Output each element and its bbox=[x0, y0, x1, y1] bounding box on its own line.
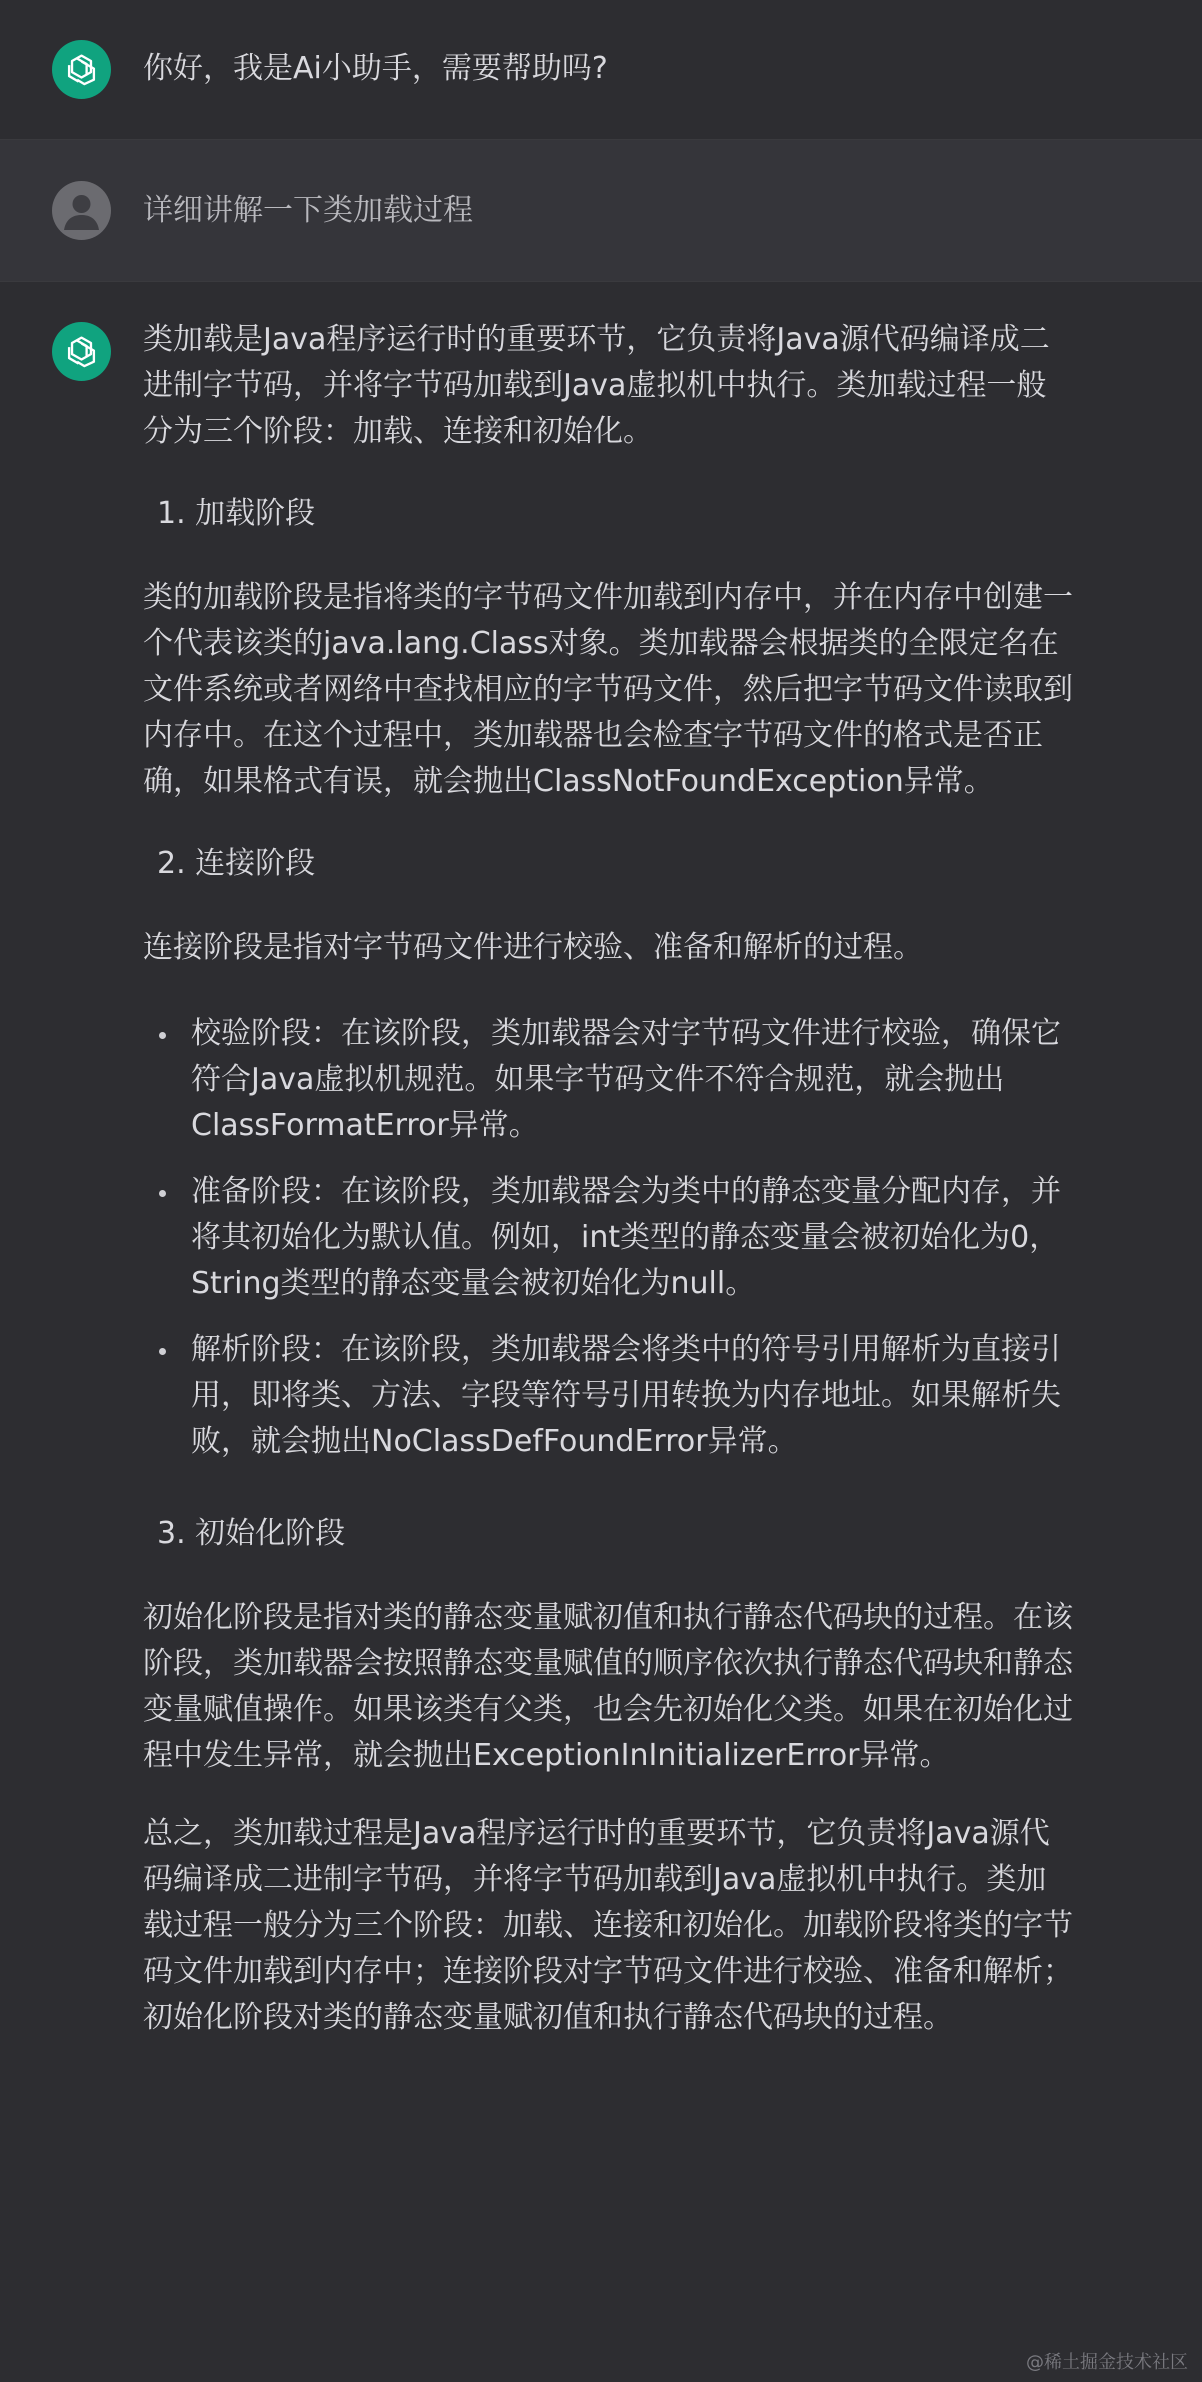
watermark: @稀土掘金技术社区 bbox=[1026, 2352, 1188, 2373]
section-heading-loading: 1. 加载阶段 bbox=[157, 496, 316, 531]
section-body-linking: 连接阶段是指对字节码文件进行校验、准备和解析的过程。 bbox=[143, 930, 923, 965]
openai-logo-icon bbox=[64, 52, 99, 87]
bullet-icon bbox=[159, 1190, 166, 1197]
assistant-answer-message bbox=[0, 282, 1202, 2382]
list-item-text: 校验阶段：在该阶段，类加载器会对字节码文件进行校验，确保它符合Java虚拟机规范。如果字节码文件不符合规范，就会抛出ClassFormatError异常。 bbox=[191, 1016, 1061, 1143]
user-avatar bbox=[52, 181, 111, 240]
section-body-loading: 类的加载阶段是指将类的字节码文件加载到内存中，并在内存中创建一个代表该类的java.lang.Class对象。类加载器会根据类的全限定名在文件系统或者网络中查找相应的字节码文件，然后把字节码文件读取到内存中。在这个过程中，类加载器也会检查字节码文件的格式是否正确，如果格式有误，就会抛出ClassNotFoundException异常。 bbox=[143, 580, 1073, 799]
section-heading-initialization: 3. 初始化阶段 bbox=[157, 1516, 346, 1551]
user-message bbox=[0, 140, 1202, 282]
bullet-icon bbox=[159, 1348, 166, 1355]
list-item bbox=[191, 1169, 1073, 1307]
answer-intro: 类加载是Java程序运行时的重要环节，它负责将Java源代码编译成二进制字节码，并将字节码加载到Java虚拟机中执行。类加载过程一般分为三个阶段：加载、连接和初始化。 bbox=[143, 322, 1050, 449]
section-heading-linking: 2. 连接阶段 bbox=[157, 846, 316, 881]
assistant-avatar bbox=[52, 322, 111, 381]
user-silhouette-icon bbox=[52, 181, 111, 240]
linking-steps-list bbox=[143, 1011, 1073, 1465]
user-prompt-text: 详细讲解一下类加载过程 bbox=[143, 193, 473, 228]
answer-summary: 总之，类加载过程是Java程序运行时的重要环节，它负责将Java源代码编译成二进制字节码，并将字节码加载到Java虚拟机中执行。类加载过程一般分为三个阶段：加载、连接和初始化。加载阶段将类的字节码文件加载到内存中；连接阶段对字节码文件进行校验、准备和解析；初始化阶段对类的静态变量赋初值和执行静态代码块的过程。 bbox=[143, 1816, 1073, 2035]
openai-logo-icon bbox=[64, 334, 99, 369]
section-body-initialization: 初始化阶段是指对类的静态变量赋初值和执行静态代码块的过程。在该阶段，类加载器会按照静态变量赋值的顺序依次执行静态代码块和静态变量赋值操作。如果该类有父类，也会先初始化父类。如果在初始化过程中发生异常，就会抛出ExceptionInInitializerError异常。 bbox=[143, 1600, 1073, 1773]
assistant-avatar bbox=[52, 40, 111, 99]
assistant-greeting-message bbox=[0, 0, 1202, 140]
list-item bbox=[191, 1327, 1073, 1465]
list-item-text: 解析阶段：在该阶段，类加载器会将类中的符号引用解析为直接引用，即将类、方法、字段等符号引用转换为内存地址。如果解析失败，就会抛出NoClassDefFoundError异常。 bbox=[191, 1332, 1061, 1459]
assistant-answer-body bbox=[143, 317, 1073, 2041]
list-item bbox=[191, 1011, 1073, 1149]
bullet-icon bbox=[159, 1032, 166, 1039]
list-item-text: 准备阶段：在该阶段，类加载器会为类中的静态变量分配内存，并将其初始化为默认值。例如，int类型的静态变量会被初始化为0，String类型的静态变量会被初始化为null。 bbox=[191, 1174, 1061, 1301]
assistant-greeting-text: 你好，我是Ai小助手，需要帮助吗? bbox=[143, 51, 608, 86]
